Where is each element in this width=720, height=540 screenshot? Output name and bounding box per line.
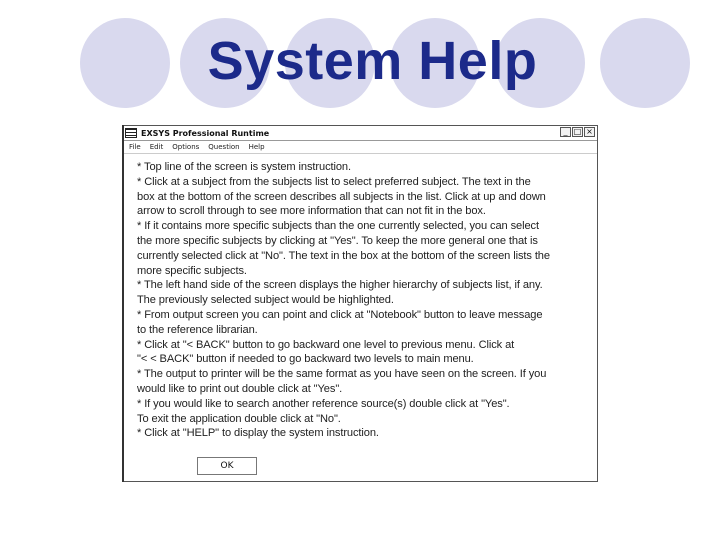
help-line: * From output screen you can point and click at "Notebook" button to leave message (137, 308, 543, 321)
help-line: * The output to printer will be the same format as you have seen on the screen. If you (137, 368, 547, 381)
help-window (122, 125, 598, 482)
help-line: * Click at "< BACK" button to go backward one level to previous menu. Click at (137, 338, 515, 351)
maximize-button[interactable]: □ (573, 127, 582, 136)
help-line: to the reference librarian. (137, 323, 258, 336)
menu-item-edit[interactable]: Edit (149, 143, 164, 151)
slide-title: System Help (207, 31, 538, 91)
minimize-button[interactable]: _ (560, 127, 571, 137)
menu-item-options[interactable]: Options (172, 143, 200, 151)
menu-item-question[interactable]: Question (208, 143, 240, 151)
menu-item-help[interactable]: Help (248, 143, 265, 151)
app-menu-icon[interactable] (125, 128, 137, 138)
help-line: * Top line of the screen is system instruction. (137, 161, 351, 173)
window-title: EXSYS Professional Runtime (141, 128, 270, 138)
help-line: currently selected click at "No". The text in the box at the bottom of the screen lists the (137, 249, 550, 262)
window-titlebar[interactable] (123, 126, 597, 141)
help-line: * Click at "HELP" to display the system instruction. (137, 427, 379, 440)
help-line: * The left hand side of the screen displays the higher hierarchy of subjects list, if any. (137, 279, 543, 292)
close-button[interactable]: × (584, 127, 595, 137)
menu-item-file[interactable]: File (129, 143, 141, 151)
help-line: "< < BACK" button if needed to go backward two levels to main menu. (137, 353, 474, 366)
help-line: box at the bottom of the screen describes all subjects in the list. Click at up and down (137, 190, 546, 203)
window-left-border (122, 125, 124, 482)
help-line: To exit the application double click at "No". (137, 412, 341, 425)
help-line: would like to print out double click at "Yes". (137, 382, 343, 395)
ok-button[interactable]: OK (197, 457, 257, 475)
help-line: the more specific subjects by clicking at "Yes". To keep the more general one that is (137, 234, 538, 247)
help-line: more specific subjects. (137, 264, 247, 277)
help-line: * If you would like to search another reference source(s) double click at "Yes". (137, 397, 510, 410)
help-text (123, 156, 597, 441)
help-line: * If it contains more specific subjects than the one currently selected, you can select (137, 220, 539, 233)
window-controls (560, 127, 595, 137)
help-line: * Click at a subject from the subjects list to select preferred subject. The text in the (137, 175, 531, 188)
menu-bar (123, 141, 597, 154)
help-line: arrow to scroll through to see more information that can not fit in the box. (137, 205, 486, 218)
help-line: The previously selected subject would be highlighted. (137, 294, 394, 307)
